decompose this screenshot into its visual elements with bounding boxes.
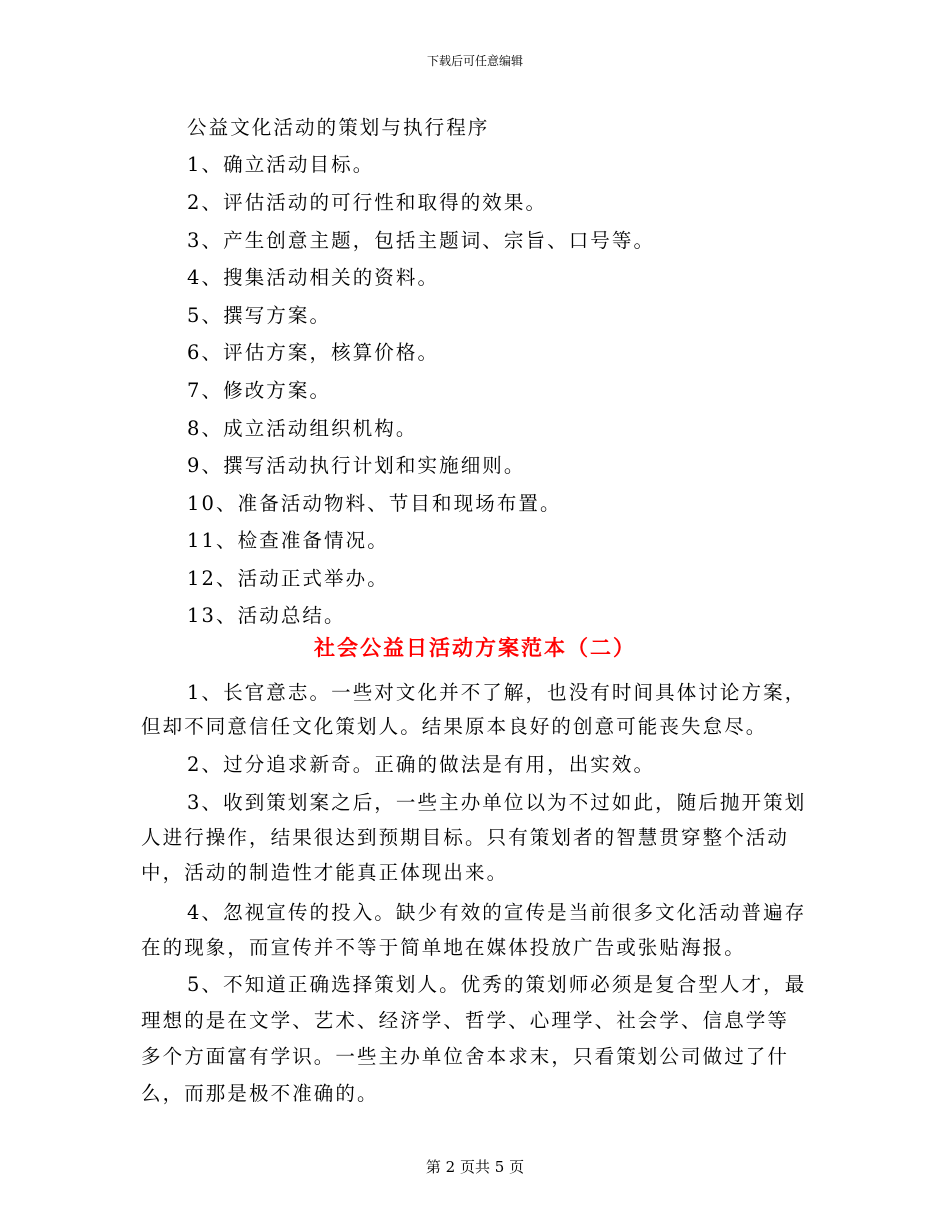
step-item: 9、撰写活动执行计划和实施细则。 [187, 454, 526, 477]
paragraph-line: 人进行操作，结果很达到预期目标。只有策划者的智慧贯穿整个活动 [141, 826, 790, 849]
page-footer: 第 2 页共 5 页 [425, 1158, 525, 1176]
step-item: 10、准备活动物料、节目和现场布置。 [187, 492, 562, 515]
paragraph-line: 1、长官意志。一些对文化并不了解，也没有时间具体讨论方案， [187, 681, 807, 704]
paragraph-line: 理想的是在文学、艺术、经济学、哲学、心理学、社会学、信息学等 [141, 1009, 790, 1032]
step-item: 6、评估方案，核算价格。 [187, 341, 440, 364]
paragraph-line: 2、过分追求新奇。正确的做法是有用，出实效。 [187, 753, 656, 776]
step-item: 5、撰写方案。 [187, 304, 332, 327]
step-item: 13、活动总结。 [187, 604, 346, 627]
paragraph-line: 但却不同意信任文化策划人。结果原本良好的创意可能丧失怠尽。 [141, 715, 768, 738]
step-item: 2、评估活动的可行性和取得的效果。 [187, 191, 548, 214]
page-header: 下载后可任意编辑 [426, 54, 523, 68]
step-item: 4、搜集活动相关的资料。 [187, 266, 440, 289]
paragraph-line: 4、忽视宣传的投入。缺少有效的宣传是当前很多文化活动普遍存 [187, 901, 807, 924]
step-item: 1、确立活动目标。 [187, 153, 375, 176]
intro-title: 公益文化活动的策划与执行程序 [187, 116, 490, 139]
paragraph-line: 中，活动的制造性才能真正体现出来。 [141, 861, 509, 884]
step-item: 8、成立活动组织机构。 [187, 417, 418, 440]
step-item: 12、活动正式举办。 [187, 567, 389, 590]
step-item: 11、检查准备情况。 [187, 529, 389, 552]
paragraph-line: 5、不知道正确选择策划人。优秀的策划师必须是复合型人才，最 [187, 973, 807, 996]
paragraph-line: 多个方面富有学识。一些主办单位舍本求末，只看策划公司做过了什 [141, 1045, 790, 1068]
section-title: 社会公益日活动方案范本（二） [314, 635, 636, 660]
step-item: 7、修改方案。 [187, 379, 332, 402]
paragraph-line: 在的现象，而宣传并不等于简单地在媒体投放广告或张贴海报。 [141, 936, 746, 959]
paragraph-line: 3、收到策划案之后，一些主办单位以为不过如此，随后抛开策划 [187, 791, 807, 814]
paragraph-line: 么，而那是极不准确的。 [141, 1082, 379, 1105]
step-item: 3、产生创意主题，包括主题词、宗旨、口号等。 [187, 229, 656, 252]
